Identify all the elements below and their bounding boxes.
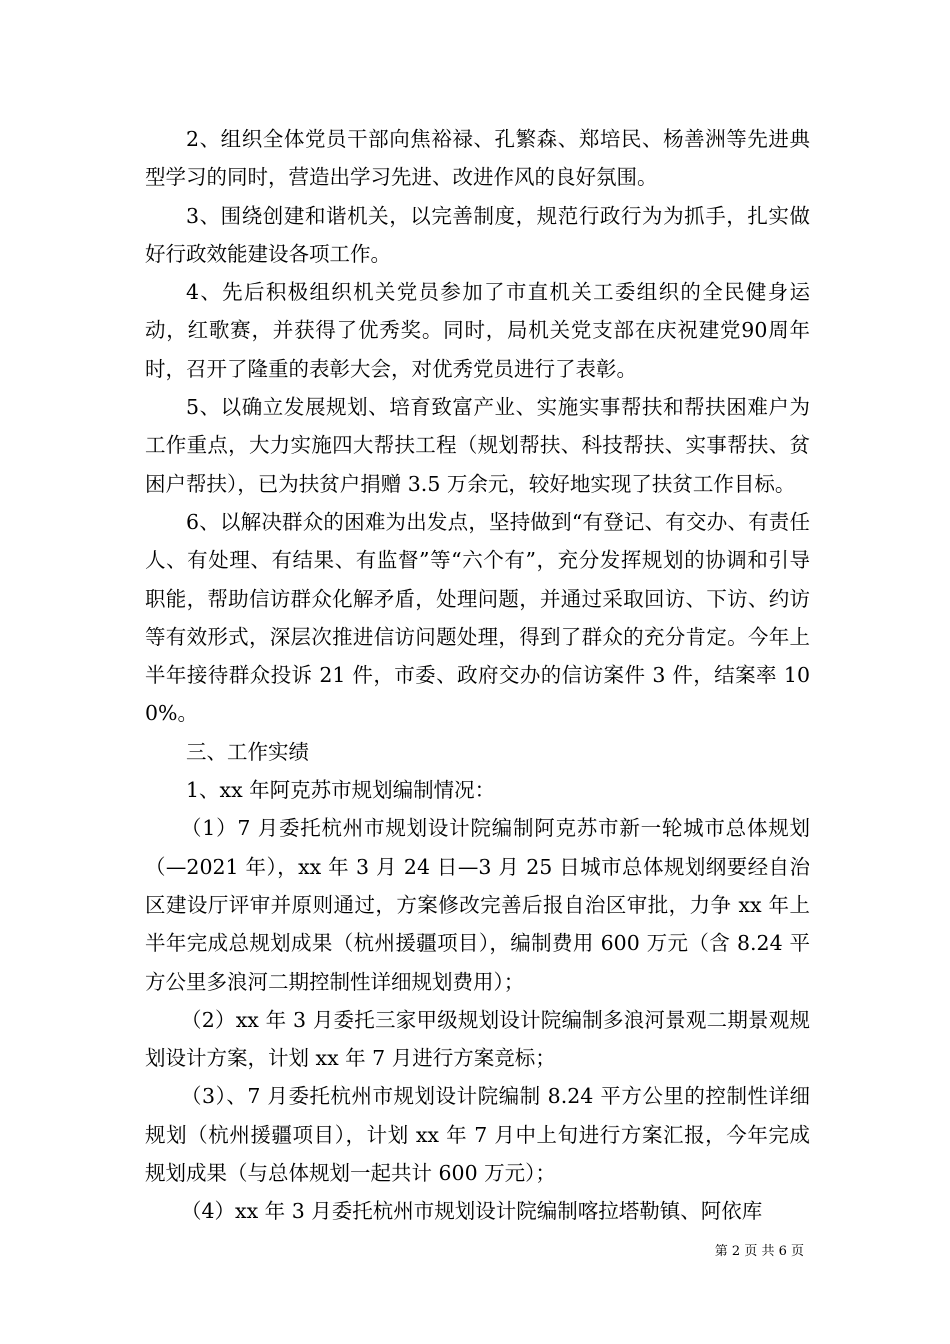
page-number-footer: 第 2 页 共 6 页 [714, 1244, 804, 1259]
subsection-heading-planning: 1、xx 年阿克苏市规划编制情况： [186, 778, 496, 803]
paragraph-item-3: 3、围绕创建和谐机关，以完善制度，规范行政行为为抓手，扎实做好行政效能建设各项工作。 [145, 203, 810, 266]
paragraph-item-5: 5、以确立发展规划、培育致富产业、实施实事帮扶和帮扶困难户为工作重点，大力实施四大帮扶工程（规划帮扶、科技帮扶、实事帮扶、贫困户帮扶），已为扶贫户捐赠 3.5 万余元，较好地实现了扶贫工作目标。 [145, 395, 810, 496]
paragraph-subitem-1: （1）7 月委托杭州市规划设计院编制阿克苏市新一轮城市总体规划（—2021 年），xx 年 3 月 24 日—3 月 25 日城市总体规划纲要经自治区建设厅评审并原则通过，方案修改完善后报自治区审批，力争 xx 年上半年完成总规划成果（杭州援疆项目），编制费用 600 万元（含 8.24 平方公里多浪河二期控制性详细规划费用）； [145, 816, 810, 994]
document-body [145, 120, 810, 1231]
paragraph-subitem-4: （4）xx 年 3 月委托杭州市规划设计院编制喀拉塔勒镇、阿依库 [181, 1199, 763, 1224]
paragraph-subitem-2: （2）xx 年 3 月委托三家甲级规划设计院编制多浪河景观二期景观规划设计方案，计划 xx 年 7 月进行方案竞标； [145, 1007, 810, 1071]
section-heading-work-results: 三、工作实绩 [186, 739, 309, 764]
paragraph-item-4: 4、先后积极组织机关党员参加了市直机关工委组织的全民健身运动，红歌赛，并获得了优秀奖。同时，局机关党支部在庆祝建党90周年时，召开了隆重的表彰大会，对优秀党员进行了表彰。 [145, 280, 810, 381]
paragraph-item-2: 2、组织全体党员干部向焦裕禄、孔繁森、郑培民、杨善洲等先进典型学习的同时，营造出学习先进、改进作风的良好氛围。 [145, 127, 810, 190]
paragraph-item-6: 6、以解决群众的困难为出发点，坚持做到“有登记、有交办、有责任人、有处理、有结果、有监督”等“六个有”，充分发挥规划的协调和引导职能，帮助信访群众化解矛盾，处理问题，并通过采取回访、下访、约访等有效形式，深层次推进信访问题处理，得到了群众的充分肯定。今年上半年接待群众投诉 21 件，市委、政府交办的信访案件 3 件，结案率 100%。 [145, 509, 810, 726]
paragraph-subitem-3: （3）、7 月委托杭州市规划设计院编制 8.24 平方公里的控制性详细规划（杭州援疆项目），计划 xx 年 7 月中上旬进行方案汇报，今年完成规划成果（与总体规划一起共计 600 万元）； [145, 1084, 810, 1186]
